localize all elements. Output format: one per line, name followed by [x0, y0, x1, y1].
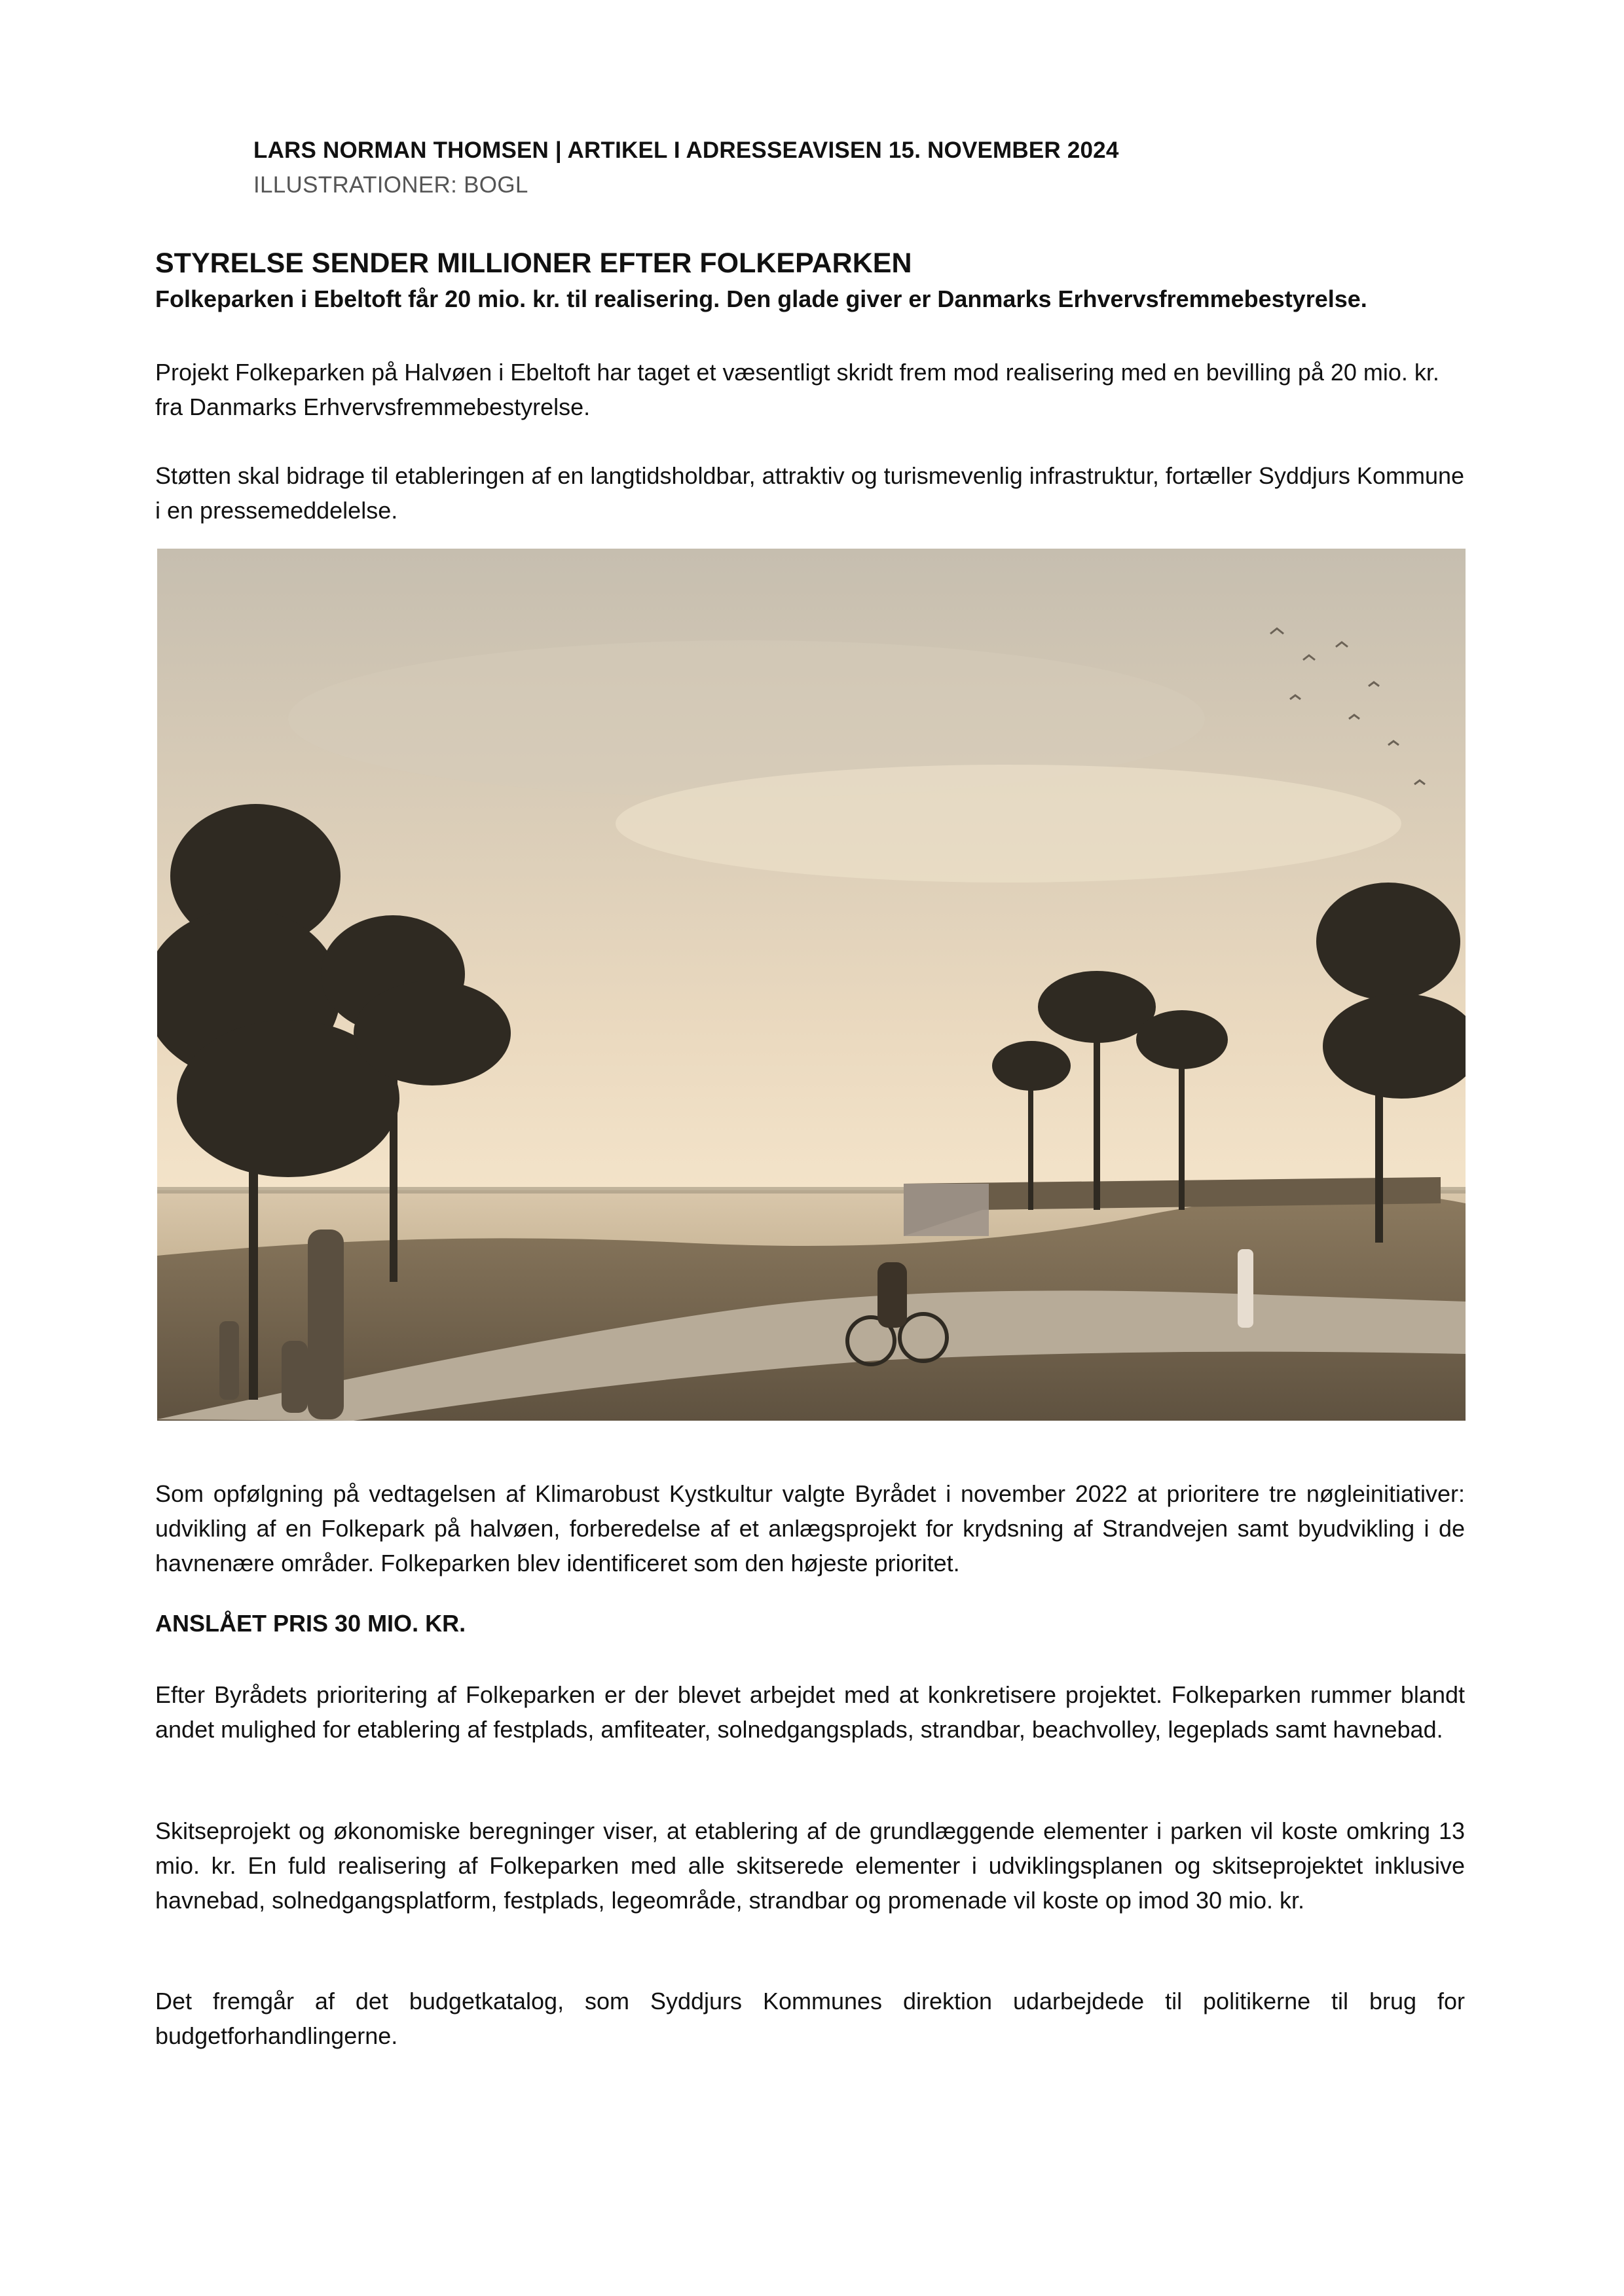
section-heading: ANSLÅET PRIS 30 MIO. KR.: [155, 1610, 466, 1637]
article-byline: LARS NORMAN THOMSEN | ARTIKEL I ADRESSEAVISEN 15. NOVEMBER 2024: [253, 137, 1119, 163]
park-illustration: [157, 549, 1466, 1421]
body-paragraph-1: Som opfølgning på vedtagelsen af Klimarobust Kystkultur valgte Byrådet i november 2022 at prioritere tre nøgleinitiativer: udvikling af en Folkepark på halvøen, forberedelse af et anlægsprojekt for krydsning af Strandvejen samt byudvikling i de havnenære områder. Folkeparken blev identificeret som den højeste prioritet.: [155, 1480, 1465, 1576]
section-paragraph-2: Skitseprojekt og økonomiske beregninger viser, at etablering af de grundlæggende elementer i parken vil koste omkring 13 mio. kr. En fuld realisering af Folkeparken med alle skitserede elementer i udviklingsplanen og skitseprojektet inklusive havnebad, solnedgangsplatform, festplads, legeområde, strandbar og promenade vil koste op imod 30 mio. kr.: [155, 1817, 1465, 1914]
intro-paragraph-1: Projekt Folkeparken på Halvøen i Ebeltoft har taget et væsentligt skridt frem mod realisering med en bevilling på 20 mio. kr. fra Danmarks Erhvervsfremmebestyrelse.: [155, 359, 1439, 420]
illustration-credit: ILLUSTRATIONER: BOGL: [253, 172, 528, 198]
section-paragraph-3: Det fremgår af det budgetkatalog, som Syddjurs Kommunes direktion udarbejdede til politikerne til brug for budgetforhandlingerne.: [155, 1988, 1465, 2049]
section-paragraph-1: Efter Byrådets prioritering af Folkeparken er der blevet arbejdet med at konkretisere projektet. Folkeparken rummer blandt andet mulighed for etablering af festplads, amfiteater, solnedgangsplads, strandbar, beachvolley, legeplads samt havnebad.: [155, 1681, 1465, 1743]
article-subtitle: Folkeparken i Ebeltoft får 20 mio. kr. til realisering. Den glade giver er Danmarks Erhvervsfremmebestyrelse.: [155, 285, 1367, 312]
article-title: STYRELSE SENDER MILLIONER EFTER FOLKEPARKEN: [155, 247, 912, 279]
intro-paragraph-2: Støtten skal bidrage til etableringen af en langtidsholdbar, attraktiv og turismevenlig infrastruktur, fortæller Syddjurs Kommune i en pressemeddelelse.: [155, 462, 1465, 524]
